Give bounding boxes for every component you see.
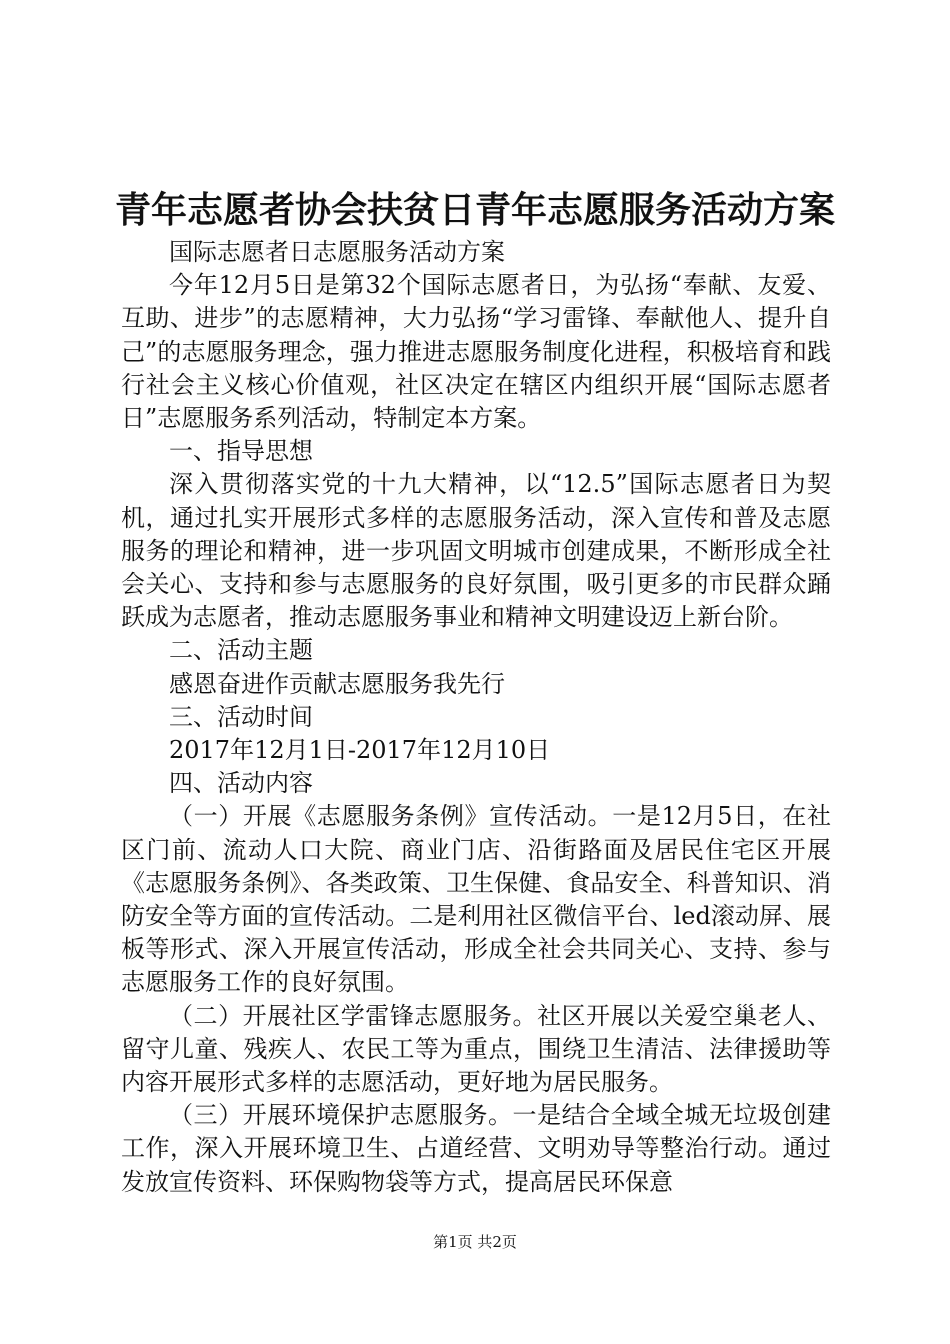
section-heading-time: 三、活动时间	[169, 702, 313, 731]
paragraph-theme: 感恩奋进作贡献志愿服务我先行	[169, 669, 505, 698]
paragraph-time: 2017年12月1日-2017年12月10日	[169, 736, 551, 765]
section-heading-theme: 二、活动主题	[169, 636, 313, 665]
section-heading-content: 四、活动内容	[169, 769, 313, 798]
paragraph-intro: 今年12月5日是第32个国际志愿者日，为弘扬“奉献、友爱、互助、进步”的志愿精神，大力弘扬“学习雷锋、奉献他人、提升自己”的志愿服务理念，强力推进志愿服务制度化进程，积极培育和践行社会主义核心价值观，社区决定在辖区内组织开展“国际志愿者日”志愿服务系列活动，特制定本方案。	[121, 271, 831, 433]
section-heading-guiding-thought: 一、指导思想	[169, 437, 313, 466]
document-title: 青年志愿者协会扶贫日青年志愿服务活动方案	[114, 189, 835, 231]
paragraph-subtitle: 国际志愿者日志愿服务活动方案	[169, 238, 505, 266]
paragraph-guiding-thought: 深入贯彻落实党的十九大精神，以“12.5”国际志愿者日为契机，通过扎实开展形式多样的志愿服务活动，深入宣传和普及志愿服务的理论和精神，进一步巩固文明城市创建成果，不断形成全社会关心、支持和参与志愿服务的良好氛围，吸引更多的市民群众踊跃成为志愿者，推动志愿服务事业和精神文明建设迈上新台阶。	[121, 470, 831, 632]
paragraph-content-1: （一）开展《志愿服务条例》宣传活动。一是12月5日，在社区门前、流动人口大院、商业门店、沿街路面及居民住宅区开展《志愿服务条例》、各类政策、卫生保健、食品安全、科普知识、消防安全等方面的宣传活动。二是利用社区微信平台、led滚动屏、展板等形式、深入开展宣传活动，形成全社会共同关心、支持、参与志愿服务工作的良好氛围。	[121, 802, 831, 997]
paragraph-content-2: （二）开展社区学雷锋志愿服务。社区开展以关爱空巢老人、留守儿童、残疾人、农民工等为重点，围绕卫生清洁、法律援助等内容开展形式多样的志愿活动，更好地为居民服务。	[121, 1001, 831, 1097]
page-number-footer: 第1页 共2页	[433, 1233, 517, 1251]
paragraph-content-3: （三）开展环境保护志愿服务。一是结合全域全城无垃圾创建工作，深入开展环境卫生、占道经营、文明劝导等整治行动。通过发放宣传资料、环保购物袋等方式，提高居民环保意	[121, 1101, 831, 1196]
document-body	[121, 236, 831, 1199]
